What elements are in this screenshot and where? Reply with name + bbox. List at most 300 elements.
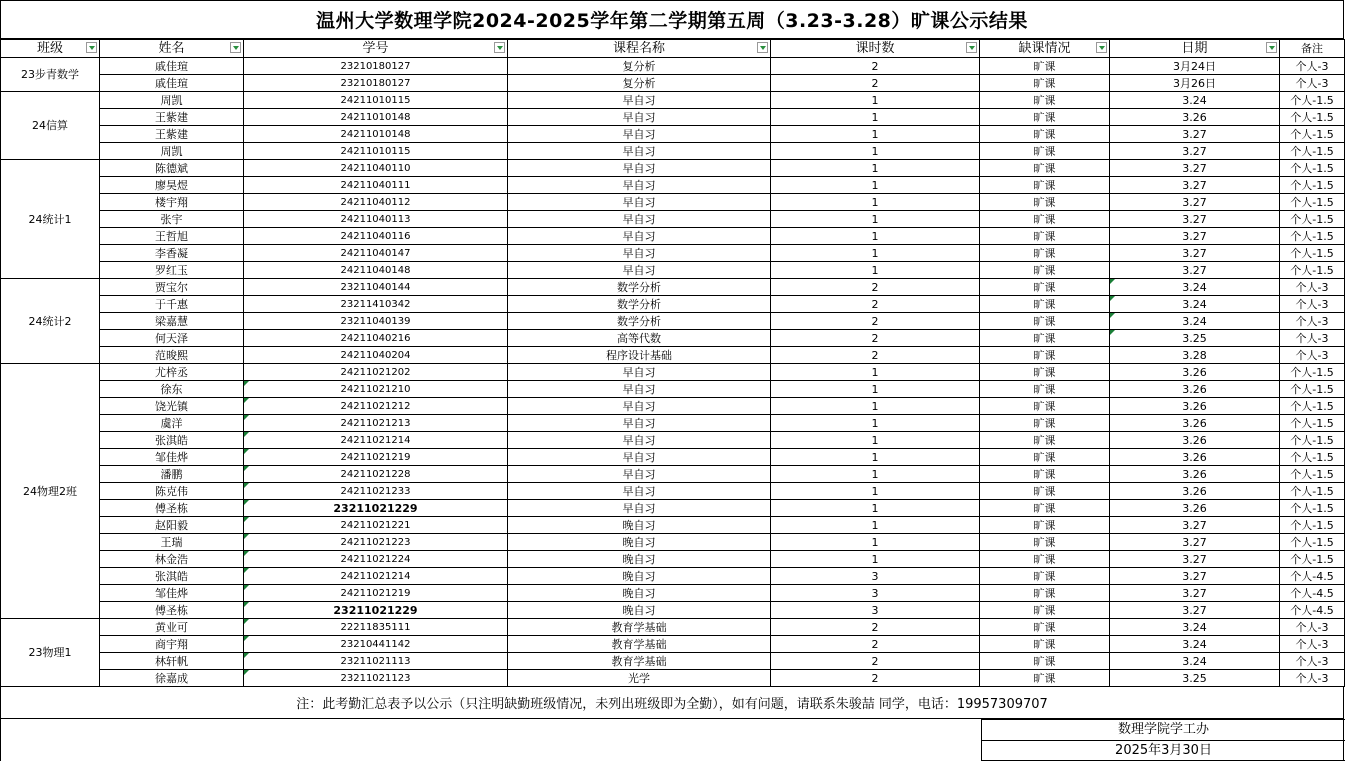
hours-cell[interactable]: 2 (771, 636, 980, 653)
note-cell[interactable]: 个人-3 (1280, 330, 1345, 347)
name-cell[interactable]: 王哲旭 (100, 228, 244, 245)
class-cell[interactable]: 24统计2 (1, 279, 100, 364)
note-cell[interactable]: 个人-1.5 (1280, 364, 1345, 381)
table-row (1, 126, 1345, 143)
status-cell[interactable]: 旷课 (980, 126, 1110, 143)
course-cell[interactable]: 早自习 (508, 92, 771, 109)
name-cell[interactable]: 戚佳瑄 (100, 58, 244, 75)
student-id-cell[interactable]: 24211040216 (244, 330, 508, 347)
name-cell[interactable]: 李香凝 (100, 245, 244, 262)
student-id-cell[interactable] (244, 449, 508, 466)
student-id-cell[interactable]: 23211410342 (244, 296, 508, 313)
status-cell[interactable]: 旷课 (980, 602, 1110, 619)
note-cell[interactable]: 个人-3 (1280, 347, 1345, 364)
table-row (1, 143, 1345, 160)
date-cell[interactable]: 3.27 (1110, 517, 1280, 534)
hours-cell[interactable]: 1 (771, 500, 980, 517)
name-cell[interactable]: 陈克伟 (100, 483, 244, 500)
note-cell[interactable]: 个人-1.5 (1280, 551, 1345, 568)
date-cell[interactable]: 3.27 (1110, 602, 1280, 619)
hours-cell[interactable]: 2 (771, 58, 980, 75)
note-cell[interactable]: 个人-1.5 (1280, 517, 1345, 534)
course-cell[interactable]: 教育学基础 (508, 636, 771, 653)
course-cell[interactable]: 早自习 (508, 398, 771, 415)
note-cell[interactable]: 个人-1.5 (1280, 143, 1345, 160)
name-cell[interactable]: 周凯 (100, 92, 244, 109)
status-cell[interactable]: 旷课 (980, 534, 1110, 551)
student-id-cell-text: 22211835111 (340, 621, 411, 633)
course-cell[interactable]: 早自习 (508, 432, 771, 449)
course-cell[interactable]: 晚自习 (508, 602, 771, 619)
name-cell[interactable]: 商宇翔 (100, 636, 244, 653)
course-cell[interactable]: 早自习 (508, 245, 771, 262)
class-cell[interactable]: 23步青数学 (1, 58, 100, 92)
hours-cell[interactable]: 2 (771, 330, 980, 347)
status-cell[interactable]: 旷课 (980, 381, 1110, 398)
hours-cell[interactable]: 2 (771, 670, 980, 687)
student-id-cell[interactable]: 24211040113 (244, 211, 508, 228)
student-id-cell-text: 23211021229 (333, 501, 418, 515)
date-cell[interactable]: 3.26 (1110, 483, 1280, 500)
course-cell[interactable]: 教育学基础 (508, 653, 771, 670)
date-cell[interactable]: 3.27 (1110, 568, 1280, 585)
course-cell[interactable]: 早自习 (508, 381, 771, 398)
status-cell[interactable]: 旷课 (980, 585, 1110, 602)
date-cell[interactable]: 3.27 (1110, 228, 1280, 245)
note-cell[interactable]: 个人-3 (1280, 279, 1345, 296)
status-cell[interactable]: 旷课 (980, 364, 1110, 381)
name-cell[interactable]: 潘鹏 (100, 466, 244, 483)
student-id-cell[interactable]: 24211040147 (244, 245, 508, 262)
name-cell[interactable]: 于千惠 (100, 296, 244, 313)
date-cell[interactable]: 3.24 (1110, 92, 1280, 109)
date-cell[interactable]: 3.26 (1110, 381, 1280, 398)
course-cell[interactable]: 早自习 (508, 194, 771, 211)
hours-cell[interactable]: 1 (771, 466, 980, 483)
course-cell[interactable]: 早自习 (508, 211, 771, 228)
status-cell[interactable]: 旷课 (980, 568, 1110, 585)
note-cell[interactable]: 个人-1.5 (1280, 432, 1345, 449)
note-cell[interactable]: 个人-1.5 (1280, 228, 1345, 245)
name-cell[interactable]: 罗红玉 (100, 262, 244, 279)
student-id-cell[interactable]: 24211021202 (244, 364, 508, 381)
course-cell[interactable]: 早自习 (508, 109, 771, 126)
status-cell[interactable]: 旷课 (980, 313, 1110, 330)
student-id-cell[interactable]: 24211010115 (244, 92, 508, 109)
hours-cell[interactable]: 1 (771, 534, 980, 551)
hours-cell[interactable]: 2 (771, 279, 980, 296)
name-cell[interactable]: 邹佳烨 (100, 449, 244, 466)
name-cell[interactable]: 傅圣栋 (100, 500, 244, 517)
note-cell[interactable]: 个人-1.5 (1280, 534, 1345, 551)
filter-dropdown-icon[interactable] (1096, 42, 1107, 53)
student-id-cell[interactable]: 23210180127 (244, 58, 508, 75)
col-header-course: 课程名称 (508, 40, 771, 58)
student-id-cell[interactable] (244, 602, 508, 619)
student-id-cell[interactable] (244, 619, 508, 636)
hours-cell[interactable]: 1 (771, 483, 980, 500)
name-cell[interactable]: 梁嘉慧 (100, 313, 244, 330)
hours-cell[interactable]: 1 (771, 160, 980, 177)
hours-cell[interactable]: 1 (771, 211, 980, 228)
cell-warning-marker (244, 466, 249, 471)
student-id-cell[interactable] (244, 483, 508, 500)
course-cell[interactable]: 早自习 (508, 364, 771, 381)
name-cell[interactable]: 王紫建 (100, 126, 244, 143)
table-row (1, 279, 1345, 296)
status-cell[interactable]: 旷课 (980, 177, 1110, 194)
filter-dropdown-icon[interactable] (757, 42, 768, 53)
name-cell[interactable]: 楼宇翔 (100, 194, 244, 211)
status-cell[interactable]: 旷课 (980, 330, 1110, 347)
hours-cell[interactable]: 1 (771, 245, 980, 262)
status-cell[interactable]: 旷课 (980, 296, 1110, 313)
note-cell[interactable]: 个人-1.5 (1280, 160, 1345, 177)
note-cell[interactable]: 个人-1.5 (1280, 466, 1345, 483)
name-cell[interactable]: 何天泽 (100, 330, 244, 347)
date-cell[interactable]: 3.27 (1110, 262, 1280, 279)
student-id-cell[interactable]: 23211040139 (244, 313, 508, 330)
course-cell[interactable]: 复分析 (508, 75, 771, 92)
date-cell[interactable] (1110, 313, 1280, 330)
name-cell[interactable]: 林金浩 (100, 551, 244, 568)
note-cell[interactable]: 个人-3 (1280, 58, 1345, 75)
date-cell[interactable]: 3月26日 (1110, 75, 1280, 92)
date-cell[interactable]: 3.26 (1110, 415, 1280, 432)
date-cell[interactable]: 3.25 (1110, 670, 1280, 687)
status-cell[interactable]: 旷课 (980, 432, 1110, 449)
status-cell[interactable]: 旷课 (980, 653, 1110, 670)
date-cell[interactable]: 3月24日 (1110, 58, 1280, 75)
course-cell[interactable]: 早自习 (508, 466, 771, 483)
student-id-cell[interactable]: 24211010115 (244, 143, 508, 160)
status-cell[interactable]: 旷课 (980, 211, 1110, 228)
course-cell[interactable]: 晚自习 (508, 534, 771, 551)
class-cell[interactable]: 23物理1 (1, 619, 100, 687)
cell-warning-marker (1110, 313, 1115, 318)
hours-cell[interactable]: 1 (771, 398, 980, 415)
student-id-cell[interactable]: 23210180127 (244, 75, 508, 92)
hours-cell[interactable]: 2 (771, 313, 980, 330)
hours-cell[interactable]: 1 (771, 126, 980, 143)
status-cell[interactable]: 旷课 (980, 279, 1110, 296)
status-cell[interactable]: 旷课 (980, 449, 1110, 466)
student-id-cell[interactable] (244, 466, 508, 483)
name-cell[interactable]: 范晙熙 (100, 347, 244, 364)
cell-warning-marker (244, 653, 249, 658)
student-id-cell[interactable] (244, 636, 508, 653)
note-cell[interactable]: 个人-3 (1280, 619, 1345, 636)
course-cell[interactable]: 数学分析 (508, 296, 771, 313)
date-cell[interactable] (1110, 330, 1280, 347)
date-cell[interactable]: 3.26 (1110, 449, 1280, 466)
date-cell[interactable]: 3.26 (1110, 500, 1280, 517)
hours-cell[interactable]: 3 (771, 568, 980, 585)
hours-cell[interactable]: 1 (771, 143, 980, 160)
date-cell[interactable]: 3.27 (1110, 211, 1280, 228)
note-cell[interactable]: 个人-1.5 (1280, 92, 1345, 109)
course-cell[interactable]: 数学分析 (508, 279, 771, 296)
note-cell[interactable]: 个人-1.5 (1280, 500, 1345, 517)
note-cell[interactable]: 个人-3 (1280, 75, 1345, 92)
student-id-cell[interactable] (244, 415, 508, 432)
course-cell[interactable]: 复分析 (508, 58, 771, 75)
course-cell[interactable]: 光学 (508, 670, 771, 687)
col-header-date: 日期 (1110, 40, 1280, 58)
hours-cell[interactable]: 1 (771, 432, 980, 449)
course-cell[interactable]: 早自习 (508, 126, 771, 143)
hours-cell[interactable]: 1 (771, 551, 980, 568)
status-cell[interactable]: 旷课 (980, 75, 1110, 92)
name-cell[interactable]: 戚佳瑄 (100, 75, 244, 92)
hours-cell[interactable]: 2 (771, 347, 980, 364)
student-id-cell[interactable] (244, 568, 508, 585)
table-row (1, 58, 1345, 75)
name-cell[interactable]: 张淇皓 (100, 568, 244, 585)
course-cell[interactable]: 程序设计基础 (508, 347, 771, 364)
course-cell[interactable]: 早自习 (508, 160, 771, 177)
note-cell[interactable]: 个人-1.5 (1280, 211, 1345, 228)
date-cell[interactable]: 3.27 (1110, 160, 1280, 177)
hours-cell[interactable]: 2 (771, 619, 980, 636)
status-cell[interactable]: 旷课 (980, 160, 1110, 177)
hours-cell[interactable]: 3 (771, 602, 980, 619)
col-header-hours: 课时数 (771, 40, 980, 58)
course-cell[interactable]: 教育学基础 (508, 619, 771, 636)
course-cell[interactable]: 晚自习 (508, 551, 771, 568)
date-cell[interactable]: 3.24 (1110, 636, 1280, 653)
student-id-cell[interactable]: 24211040116 (244, 228, 508, 245)
table-row (1, 330, 1345, 347)
note-cell[interactable]: 个人-1.5 (1280, 126, 1345, 143)
note-cell[interactable]: 个人-1.5 (1280, 262, 1345, 279)
hours-cell[interactable]: 1 (771, 194, 980, 211)
status-cell[interactable]: 旷课 (980, 58, 1110, 75)
student-id-cell[interactable]: 24211040204 (244, 347, 508, 364)
note-cell[interactable]: 个人-4.5 (1280, 602, 1345, 619)
signature-area (0, 719, 1344, 761)
status-cell[interactable]: 旷课 (980, 619, 1110, 636)
name-cell[interactable]: 王紫建 (100, 109, 244, 126)
status-cell[interactable]: 旷课 (980, 466, 1110, 483)
status-cell[interactable]: 旷课 (980, 347, 1110, 364)
status-cell[interactable]: 旷课 (980, 670, 1110, 687)
student-id-cell[interactable]: 23211040144 (244, 279, 508, 296)
name-cell[interactable]: 邹佳烨 (100, 585, 244, 602)
cell-warning-marker (244, 585, 249, 590)
table-row (1, 466, 1345, 483)
class-cell[interactable]: 24统计1 (1, 160, 100, 279)
course-cell[interactable]: 晚自习 (508, 517, 771, 534)
student-id-cell[interactable] (244, 551, 508, 568)
student-id-cell[interactable]: 24211040112 (244, 194, 508, 211)
date-cell[interactable]: 3.26 (1110, 364, 1280, 381)
name-cell[interactable]: 陈德斌 (100, 160, 244, 177)
name-cell[interactable]: 张淇皓 (100, 432, 244, 449)
student-id-cell-text: 24211021228 (340, 468, 411, 480)
date-cell[interactable]: 3.27 (1110, 194, 1280, 211)
status-cell[interactable]: 旷课 (980, 398, 1110, 415)
date-cell[interactable]: 3.26 (1110, 432, 1280, 449)
course-cell[interactable]: 早自习 (508, 143, 771, 160)
name-cell[interactable]: 林轩帆 (100, 653, 244, 670)
status-cell[interactable]: 旷课 (980, 500, 1110, 517)
note-cell[interactable]: 个人-1.5 (1280, 109, 1345, 126)
status-cell[interactable]: 旷课 (980, 483, 1110, 500)
name-cell[interactable]: 贾宝尔 (100, 279, 244, 296)
student-id-cell[interactable]: 24211040110 (244, 160, 508, 177)
student-id-cell[interactable]: 24211040111 (244, 177, 508, 194)
hours-cell[interactable]: 2 (771, 296, 980, 313)
name-cell[interactable]: 饶光镇 (100, 398, 244, 415)
course-cell[interactable]: 早自习 (508, 228, 771, 245)
student-id-cell[interactable] (244, 381, 508, 398)
date-cell[interactable]: 3.27 (1110, 551, 1280, 568)
date-cell[interactable] (1110, 279, 1280, 296)
status-cell[interactable]: 旷课 (980, 245, 1110, 262)
sheet-title: 温州大学数理学院2024-2025学年第二学期第五周（3.23-3.28）旷课公示结果 (0, 0, 1344, 39)
note-cell[interactable]: 个人-1.5 (1280, 177, 1345, 194)
hours-cell[interactable]: 1 (771, 262, 980, 279)
note-cell[interactable]: 个人-1.5 (1280, 483, 1345, 500)
student-id-cell[interactable] (244, 517, 508, 534)
date-cell[interactable]: 3.27 (1110, 245, 1280, 262)
status-cell[interactable]: 旷课 (980, 262, 1110, 279)
student-id-cell[interactable]: 24211010148 (244, 126, 508, 143)
student-id-cell[interactable] (244, 432, 508, 449)
filter-dropdown-icon[interactable] (86, 42, 97, 53)
note-cell[interactable]: 个人-3 (1280, 670, 1345, 687)
date-cell[interactable]: 3.24 (1110, 619, 1280, 636)
note-cell[interactable]: 个人-1.5 (1280, 245, 1345, 262)
date-cell[interactable]: 3.26 (1110, 109, 1280, 126)
col-header-name: 姓名 (100, 40, 244, 58)
name-cell[interactable]: 周凯 (100, 143, 244, 160)
name-cell[interactable]: 张宇 (100, 211, 244, 228)
name-cell[interactable]: 徐嘉成 (100, 670, 244, 687)
status-cell[interactable]: 旷课 (980, 194, 1110, 211)
course-cell[interactable]: 早自习 (508, 449, 771, 466)
hours-cell[interactable]: 2 (771, 75, 980, 92)
course-cell[interactable]: 早自习 (508, 415, 771, 432)
student-id-cell[interactable] (244, 653, 508, 670)
student-id-cell-text: 24211021212 (340, 400, 411, 412)
class-cell[interactable]: 24信算 (1, 92, 100, 160)
note-cell[interactable]: 个人-1.5 (1280, 381, 1345, 398)
date-cell[interactable]: 3.26 (1110, 398, 1280, 415)
hours-cell[interactable]: 1 (771, 364, 980, 381)
name-cell[interactable]: 廖昊煜 (100, 177, 244, 194)
status-cell[interactable]: 旷课 (980, 109, 1110, 126)
date-cell[interactable]: 3.27 (1110, 143, 1280, 160)
status-cell[interactable]: 旷课 (980, 92, 1110, 109)
note-cell[interactable]: 个人-3 (1280, 296, 1345, 313)
note-cell[interactable]: 个人-4.5 (1280, 568, 1345, 585)
status-cell[interactable]: 旷课 (980, 517, 1110, 534)
status-cell[interactable]: 旷课 (980, 636, 1110, 653)
course-cell[interactable]: 早自习 (508, 262, 771, 279)
student-id-cell[interactable] (244, 534, 508, 551)
date-cell[interactable]: 3.28 (1110, 347, 1280, 364)
filter-dropdown-icon[interactable] (494, 42, 505, 53)
hours-cell[interactable]: 1 (771, 415, 980, 432)
status-cell[interactable]: 旷课 (980, 415, 1110, 432)
date-cell[interactable]: 3.27 (1110, 534, 1280, 551)
student-id-cell[interactable] (244, 500, 508, 517)
hours-cell[interactable]: 2 (771, 653, 980, 670)
filter-dropdown-icon[interactable] (1266, 42, 1277, 53)
note-cell[interactable]: 个人-3 (1280, 313, 1345, 330)
hours-cell[interactable]: 1 (771, 177, 980, 194)
course-cell[interactable]: 早自习 (508, 483, 771, 500)
name-cell[interactable]: 徐东 (100, 381, 244, 398)
table-row (1, 483, 1345, 500)
note-cell[interactable]: 个人-4.5 (1280, 585, 1345, 602)
hours-cell[interactable]: 1 (771, 449, 980, 466)
date-cell[interactable]: 3.24 (1110, 653, 1280, 670)
note-cell[interactable]: 个人-3 (1280, 653, 1345, 670)
hours-cell[interactable]: 1 (771, 109, 980, 126)
hours-cell[interactable]: 3 (771, 585, 980, 602)
name-cell[interactable]: 王瑞 (100, 534, 244, 551)
date-cell[interactable]: 3.26 (1110, 466, 1280, 483)
course-cell[interactable]: 高等代数 (508, 330, 771, 347)
hours-cell[interactable]: 1 (771, 228, 980, 245)
date-cell[interactable]: 3.27 (1110, 126, 1280, 143)
table-row (1, 194, 1345, 211)
student-id-cell[interactable] (244, 670, 508, 687)
cell-warning-marker (244, 483, 249, 488)
table-row (1, 228, 1345, 245)
status-cell[interactable]: 旷课 (980, 551, 1110, 568)
name-cell[interactable]: 虞洋 (100, 415, 244, 432)
signature-org: 数理学院学工办 (981, 719, 1345, 740)
date-cell[interactable]: 3.27 (1110, 585, 1280, 602)
student-id-cell[interactable]: 24211040148 (244, 262, 508, 279)
note-cell[interactable]: 个人-1.5 (1280, 398, 1345, 415)
name-cell[interactable]: 傅圣栋 (100, 602, 244, 619)
hours-cell[interactable]: 1 (771, 92, 980, 109)
note-cell[interactable]: 个人-1.5 (1280, 449, 1345, 466)
student-id-cell[interactable] (244, 398, 508, 415)
name-cell[interactable]: 赵阳毅 (100, 517, 244, 534)
course-cell[interactable]: 晚自习 (508, 585, 771, 602)
class-cell[interactable]: 24物理2班 (1, 364, 100, 619)
date-cell[interactable]: 3.27 (1110, 177, 1280, 194)
filter-dropdown-icon[interactable] (230, 42, 241, 53)
hours-cell[interactable]: 1 (771, 381, 980, 398)
date-cell[interactable] (1110, 296, 1280, 313)
name-cell[interactable]: 黄业可 (100, 619, 244, 636)
status-cell[interactable]: 旷课 (980, 143, 1110, 160)
col-header-note: 备注 (1280, 40, 1345, 58)
course-cell[interactable]: 早自习 (508, 500, 771, 517)
name-cell[interactable]: 尤梓丞 (100, 364, 244, 381)
note-cell[interactable]: 个人-1.5 (1280, 415, 1345, 432)
note-cell[interactable]: 个人-1.5 (1280, 194, 1345, 211)
status-cell[interactable]: 旷课 (980, 228, 1110, 245)
student-id-cell-text: 24211021221 (340, 519, 411, 531)
student-id-cell[interactable]: 24211010148 (244, 109, 508, 126)
course-cell[interactable]: 数学分析 (508, 313, 771, 330)
note-cell[interactable]: 个人-3 (1280, 636, 1345, 653)
hours-cell[interactable]: 1 (771, 517, 980, 534)
course-cell[interactable]: 早自习 (508, 177, 771, 194)
student-id-cell[interactable] (244, 585, 508, 602)
course-cell[interactable]: 晚自习 (508, 568, 771, 585)
filter-dropdown-icon[interactable] (966, 42, 977, 53)
table-row (1, 653, 1345, 670)
